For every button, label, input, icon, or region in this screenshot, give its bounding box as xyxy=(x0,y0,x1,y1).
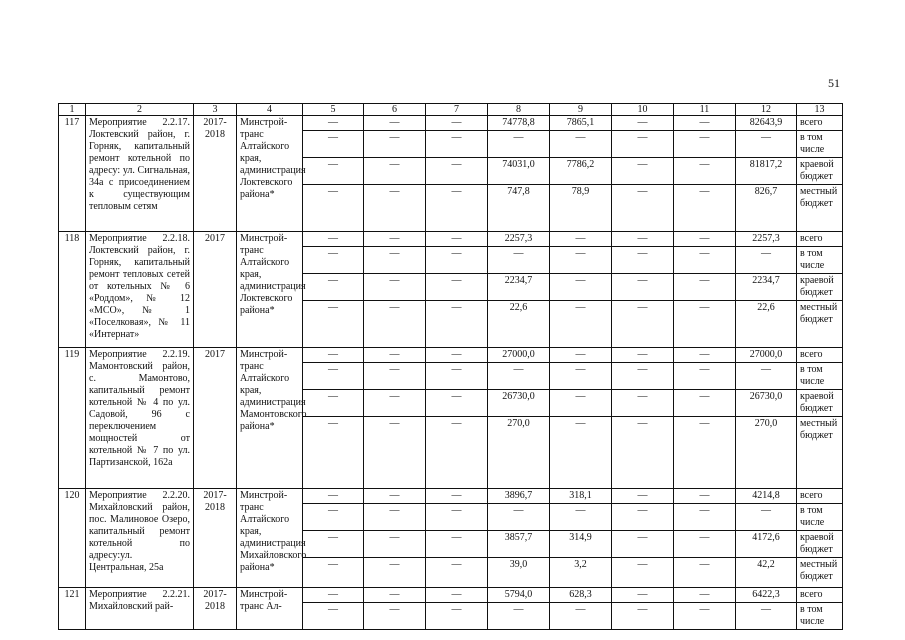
amount-cell: — xyxy=(612,232,674,247)
amount-cell: — xyxy=(303,588,364,603)
column-header-1: 1 xyxy=(59,104,86,116)
amount-cell: — xyxy=(364,247,426,274)
amount-cell: — xyxy=(674,348,736,363)
amount-cell: — xyxy=(426,116,488,131)
amount-cell: — xyxy=(612,603,674,630)
funding-source-cell: всего xyxy=(797,489,843,504)
amount-cell: — xyxy=(674,603,736,630)
amount-cell: — xyxy=(364,301,426,348)
funding-source-cell: краевой бюджет xyxy=(797,390,843,417)
amount-cell: — xyxy=(364,185,426,232)
amount-cell: 7786,2 xyxy=(550,158,612,185)
amount-cell: — xyxy=(612,531,674,558)
amount-cell: — xyxy=(364,363,426,390)
executor-cell: Минстрой-транс Ал- xyxy=(237,588,303,630)
amount-cell: — xyxy=(488,131,550,158)
row-number: 120 xyxy=(59,489,86,588)
funding-source-cell: местный бюджет xyxy=(797,558,843,588)
amount-cell: 747,8 xyxy=(488,185,550,232)
years-cell: 2017-2018 xyxy=(194,116,237,232)
measure-name: Мероприятие 2.2.20. Михайловский район, пос. Малиновое Озеро, капитальный ремонт котельной по адресу:ул. Центральная, 25а xyxy=(86,489,194,588)
amount-cell: 5794,0 xyxy=(488,588,550,603)
row-number: 119 xyxy=(59,348,86,489)
amount-cell: — xyxy=(364,274,426,301)
funding-source-cell: в том числе xyxy=(797,247,843,274)
amount-cell: 82643,9 xyxy=(736,116,797,131)
amount-cell: — xyxy=(612,185,674,232)
amount-cell: 81817,2 xyxy=(736,158,797,185)
amount-cell: — xyxy=(612,558,674,588)
executor-cell: Минстрой-транс Алтайского края, администрация Локтевского района* xyxy=(237,116,303,232)
amount-cell: — xyxy=(364,348,426,363)
funding-source-cell: местный бюджет xyxy=(797,301,843,348)
amount-cell: — xyxy=(674,489,736,504)
amount-cell: — xyxy=(488,504,550,531)
amount-cell: — xyxy=(736,363,797,390)
executor-cell: Минстрой-транс Алтайского края, администрация Михайловского района* xyxy=(237,489,303,588)
amount-cell: 22,6 xyxy=(488,301,550,348)
amount-cell: — xyxy=(550,247,612,274)
executor-cell: Минстрой-транс Алтайского края, администрация Локтевского района* xyxy=(237,232,303,348)
column-header-9: 9 xyxy=(550,104,612,116)
amount-cell: — xyxy=(674,131,736,158)
amount-cell: — xyxy=(550,504,612,531)
header-row xyxy=(59,104,843,116)
amount-cell: — xyxy=(612,247,674,274)
amount-cell: — xyxy=(674,301,736,348)
amount-cell: — xyxy=(303,232,364,247)
amount-cell: 4172,6 xyxy=(736,531,797,558)
amount-cell: — xyxy=(612,131,674,158)
amount-cell: — xyxy=(364,158,426,185)
amount-cell: — xyxy=(674,232,736,247)
amount-cell: — xyxy=(364,417,426,489)
amount-cell: — xyxy=(612,274,674,301)
amount-cell: 3896,7 xyxy=(488,489,550,504)
amount-cell: — xyxy=(426,390,488,417)
column-header-10: 10 xyxy=(612,104,674,116)
amount-cell: — xyxy=(550,274,612,301)
amount-cell: — xyxy=(364,131,426,158)
amount-cell: — xyxy=(736,247,797,274)
row-number: 118 xyxy=(59,232,86,348)
amount-cell: — xyxy=(674,390,736,417)
amount-cell: — xyxy=(426,588,488,603)
amount-cell: 26730,0 xyxy=(488,390,550,417)
amount-cell: 6422,3 xyxy=(736,588,797,603)
amount-cell: 2257,3 xyxy=(736,232,797,247)
amount-cell: 2234,7 xyxy=(488,274,550,301)
amount-cell: — xyxy=(426,348,488,363)
table-row xyxy=(59,116,843,131)
funding-source-cell: в том числе xyxy=(797,504,843,531)
amount-cell: — xyxy=(364,558,426,588)
amount-cell: — xyxy=(488,247,550,274)
funding-source-cell: всего xyxy=(797,348,843,363)
amount-cell: 39,0 xyxy=(488,558,550,588)
funding-source-cell: в том числе xyxy=(797,603,843,630)
amount-cell: — xyxy=(736,504,797,531)
amount-cell: — xyxy=(364,116,426,131)
amount-cell: 26730,0 xyxy=(736,390,797,417)
amount-cell: — xyxy=(550,603,612,630)
amount-cell: — xyxy=(674,247,736,274)
amount-cell: — xyxy=(674,417,736,489)
amount-cell: — xyxy=(612,363,674,390)
amount-cell: — xyxy=(550,363,612,390)
measure-name: Мероприятие 2.2.17. Локтевский район, г. Горняк, капитальный ремонт котельной по адресу: ул. Сигнальная, 34а с присоединением к существующим тепловым сетям xyxy=(86,116,194,232)
years-cell: 2017 xyxy=(194,232,237,348)
amount-cell: 270,0 xyxy=(488,417,550,489)
amount-cell: — xyxy=(303,131,364,158)
column-header-6: 6 xyxy=(364,104,426,116)
amount-cell: — xyxy=(426,489,488,504)
amount-cell: — xyxy=(426,247,488,274)
funding-source-cell: в том числе xyxy=(797,363,843,390)
column-header-7: 7 xyxy=(426,104,488,116)
amount-cell: — xyxy=(612,348,674,363)
funding-source-cell: краевой бюджет xyxy=(797,158,843,185)
table-body xyxy=(59,116,843,630)
column-header-8: 8 xyxy=(488,104,550,116)
years-cell: 2017-2018 xyxy=(194,489,237,588)
amount-cell: — xyxy=(674,274,736,301)
amount-cell: 3857,7 xyxy=(488,531,550,558)
amount-cell: — xyxy=(426,504,488,531)
amount-cell: — xyxy=(426,158,488,185)
amount-cell: — xyxy=(303,185,364,232)
amount-cell: — xyxy=(612,116,674,131)
row-number: 121 xyxy=(59,588,86,630)
amount-cell: — xyxy=(364,489,426,504)
table-row xyxy=(59,348,843,363)
amount-cell: 78,9 xyxy=(550,185,612,232)
column-header-2: 2 xyxy=(86,104,194,116)
amount-cell: — xyxy=(303,363,364,390)
amount-cell: — xyxy=(612,301,674,348)
amount-cell: — xyxy=(303,417,364,489)
amount-cell: — xyxy=(674,531,736,558)
amount-cell: — xyxy=(364,390,426,417)
amount-cell: 628,3 xyxy=(550,588,612,603)
page-number: 51 xyxy=(828,76,840,90)
amount-cell: — xyxy=(426,603,488,630)
amount-cell: — xyxy=(364,504,426,531)
amount-cell: — xyxy=(550,417,612,489)
amount-cell: — xyxy=(364,232,426,247)
funding-source-cell: краевой бюджет xyxy=(797,531,843,558)
column-header-12: 12 xyxy=(736,104,797,116)
amount-cell: 7865,1 xyxy=(550,116,612,131)
amount-cell: — xyxy=(303,116,364,131)
amount-cell: — xyxy=(303,158,364,185)
funding-source-cell: краевой бюджет xyxy=(797,274,843,301)
amount-cell: — xyxy=(612,390,674,417)
amount-cell: — xyxy=(426,185,488,232)
amount-cell: — xyxy=(303,274,364,301)
executor-cell: Минстрой-транс Алтайского края, администрация Мамонтовского района* xyxy=(237,348,303,489)
column-header-3: 3 xyxy=(194,104,237,116)
amount-cell: — xyxy=(550,301,612,348)
amount-cell: — xyxy=(488,603,550,630)
funding-source-cell: в том числе xyxy=(797,131,843,158)
amount-cell: — xyxy=(612,158,674,185)
amount-cell: 4214,8 xyxy=(736,489,797,504)
amount-cell: — xyxy=(303,348,364,363)
amount-cell: 27000,0 xyxy=(736,348,797,363)
budget-table xyxy=(58,103,843,630)
amount-cell: — xyxy=(674,558,736,588)
amount-cell: 826,7 xyxy=(736,185,797,232)
amount-cell: 42,2 xyxy=(736,558,797,588)
amount-cell: — xyxy=(736,131,797,158)
amount-cell: — xyxy=(488,363,550,390)
amount-cell: — xyxy=(674,363,736,390)
amount-cell: — xyxy=(364,531,426,558)
amount-cell: — xyxy=(364,588,426,603)
amount-cell: — xyxy=(426,558,488,588)
amount-cell: — xyxy=(426,131,488,158)
measure-name: Мероприятие 2.2.21. Михайловский рай- xyxy=(86,588,194,630)
table-row xyxy=(59,489,843,504)
amount-cell: — xyxy=(612,588,674,603)
table-row xyxy=(59,232,843,247)
amount-cell: — xyxy=(303,390,364,417)
amount-cell: — xyxy=(426,274,488,301)
amount-cell: — xyxy=(303,603,364,630)
amount-cell: — xyxy=(426,232,488,247)
amount-cell: — xyxy=(550,131,612,158)
amount-cell: — xyxy=(612,504,674,531)
amount-cell: — xyxy=(303,301,364,348)
funding-source-cell: всего xyxy=(797,588,843,603)
column-header-13: 13 xyxy=(797,104,843,116)
funding-source-cell: всего xyxy=(797,232,843,247)
amount-cell: 74031,0 xyxy=(488,158,550,185)
amount-cell: — xyxy=(612,417,674,489)
amount-cell: 270,0 xyxy=(736,417,797,489)
amount-cell: — xyxy=(303,247,364,274)
years-cell: 2017-2018 xyxy=(194,588,237,630)
row-number: 117 xyxy=(59,116,86,232)
amount-cell: — xyxy=(550,390,612,417)
amount-cell: — xyxy=(426,417,488,489)
measure-name: Мероприятие 2.2.19. Мамонтовский район, с. Мамонтово, капитальный ремонт котельной № 4 по ул. Садовой, 96 с переключением мощностей от котельной № 7 по ул. Партизанской, 162а xyxy=(86,348,194,489)
amount-cell: 314,9 xyxy=(550,531,612,558)
amount-cell: — xyxy=(550,232,612,247)
amount-cell: 2257,3 xyxy=(488,232,550,247)
column-header-11: 11 xyxy=(674,104,736,116)
amount-cell: 318,1 xyxy=(550,489,612,504)
amount-cell: — xyxy=(426,363,488,390)
years-cell: 2017 xyxy=(194,348,237,489)
funding-source-cell: местный бюджет xyxy=(797,417,843,489)
amount-cell: — xyxy=(674,158,736,185)
table-row xyxy=(59,588,843,603)
amount-cell: — xyxy=(612,489,674,504)
funding-source-cell: всего xyxy=(797,116,843,131)
amount-cell: — xyxy=(303,504,364,531)
amount-cell: — xyxy=(303,489,364,504)
amount-cell: 22,6 xyxy=(736,301,797,348)
amount-cell: — xyxy=(674,504,736,531)
amount-cell: — xyxy=(674,116,736,131)
amount-cell: — xyxy=(674,185,736,232)
amount-cell: — xyxy=(303,558,364,588)
column-header-4: 4 xyxy=(237,104,303,116)
amount-cell: — xyxy=(364,603,426,630)
column-header-5: 5 xyxy=(303,104,364,116)
funding-source-cell: местный бюджет xyxy=(797,185,843,232)
amount-cell: 74778,8 xyxy=(488,116,550,131)
amount-cell: 3,2 xyxy=(550,558,612,588)
amount-cell: 27000,0 xyxy=(488,348,550,363)
amount-cell: — xyxy=(674,588,736,603)
amount-cell: 2234,7 xyxy=(736,274,797,301)
measure-name: Мероприятие 2.2.18. Локтевский район, г. Горняк, капитальный ремонт тепловых сетей от котельных № 6 «Роддом», № 12 «МСО», № 1 «Поселковая», № 11 «Интернат» xyxy=(86,232,194,348)
amount-cell: — xyxy=(736,603,797,630)
amount-cell: — xyxy=(426,531,488,558)
amount-cell: — xyxy=(426,301,488,348)
amount-cell: — xyxy=(550,348,612,363)
amount-cell: — xyxy=(303,531,364,558)
